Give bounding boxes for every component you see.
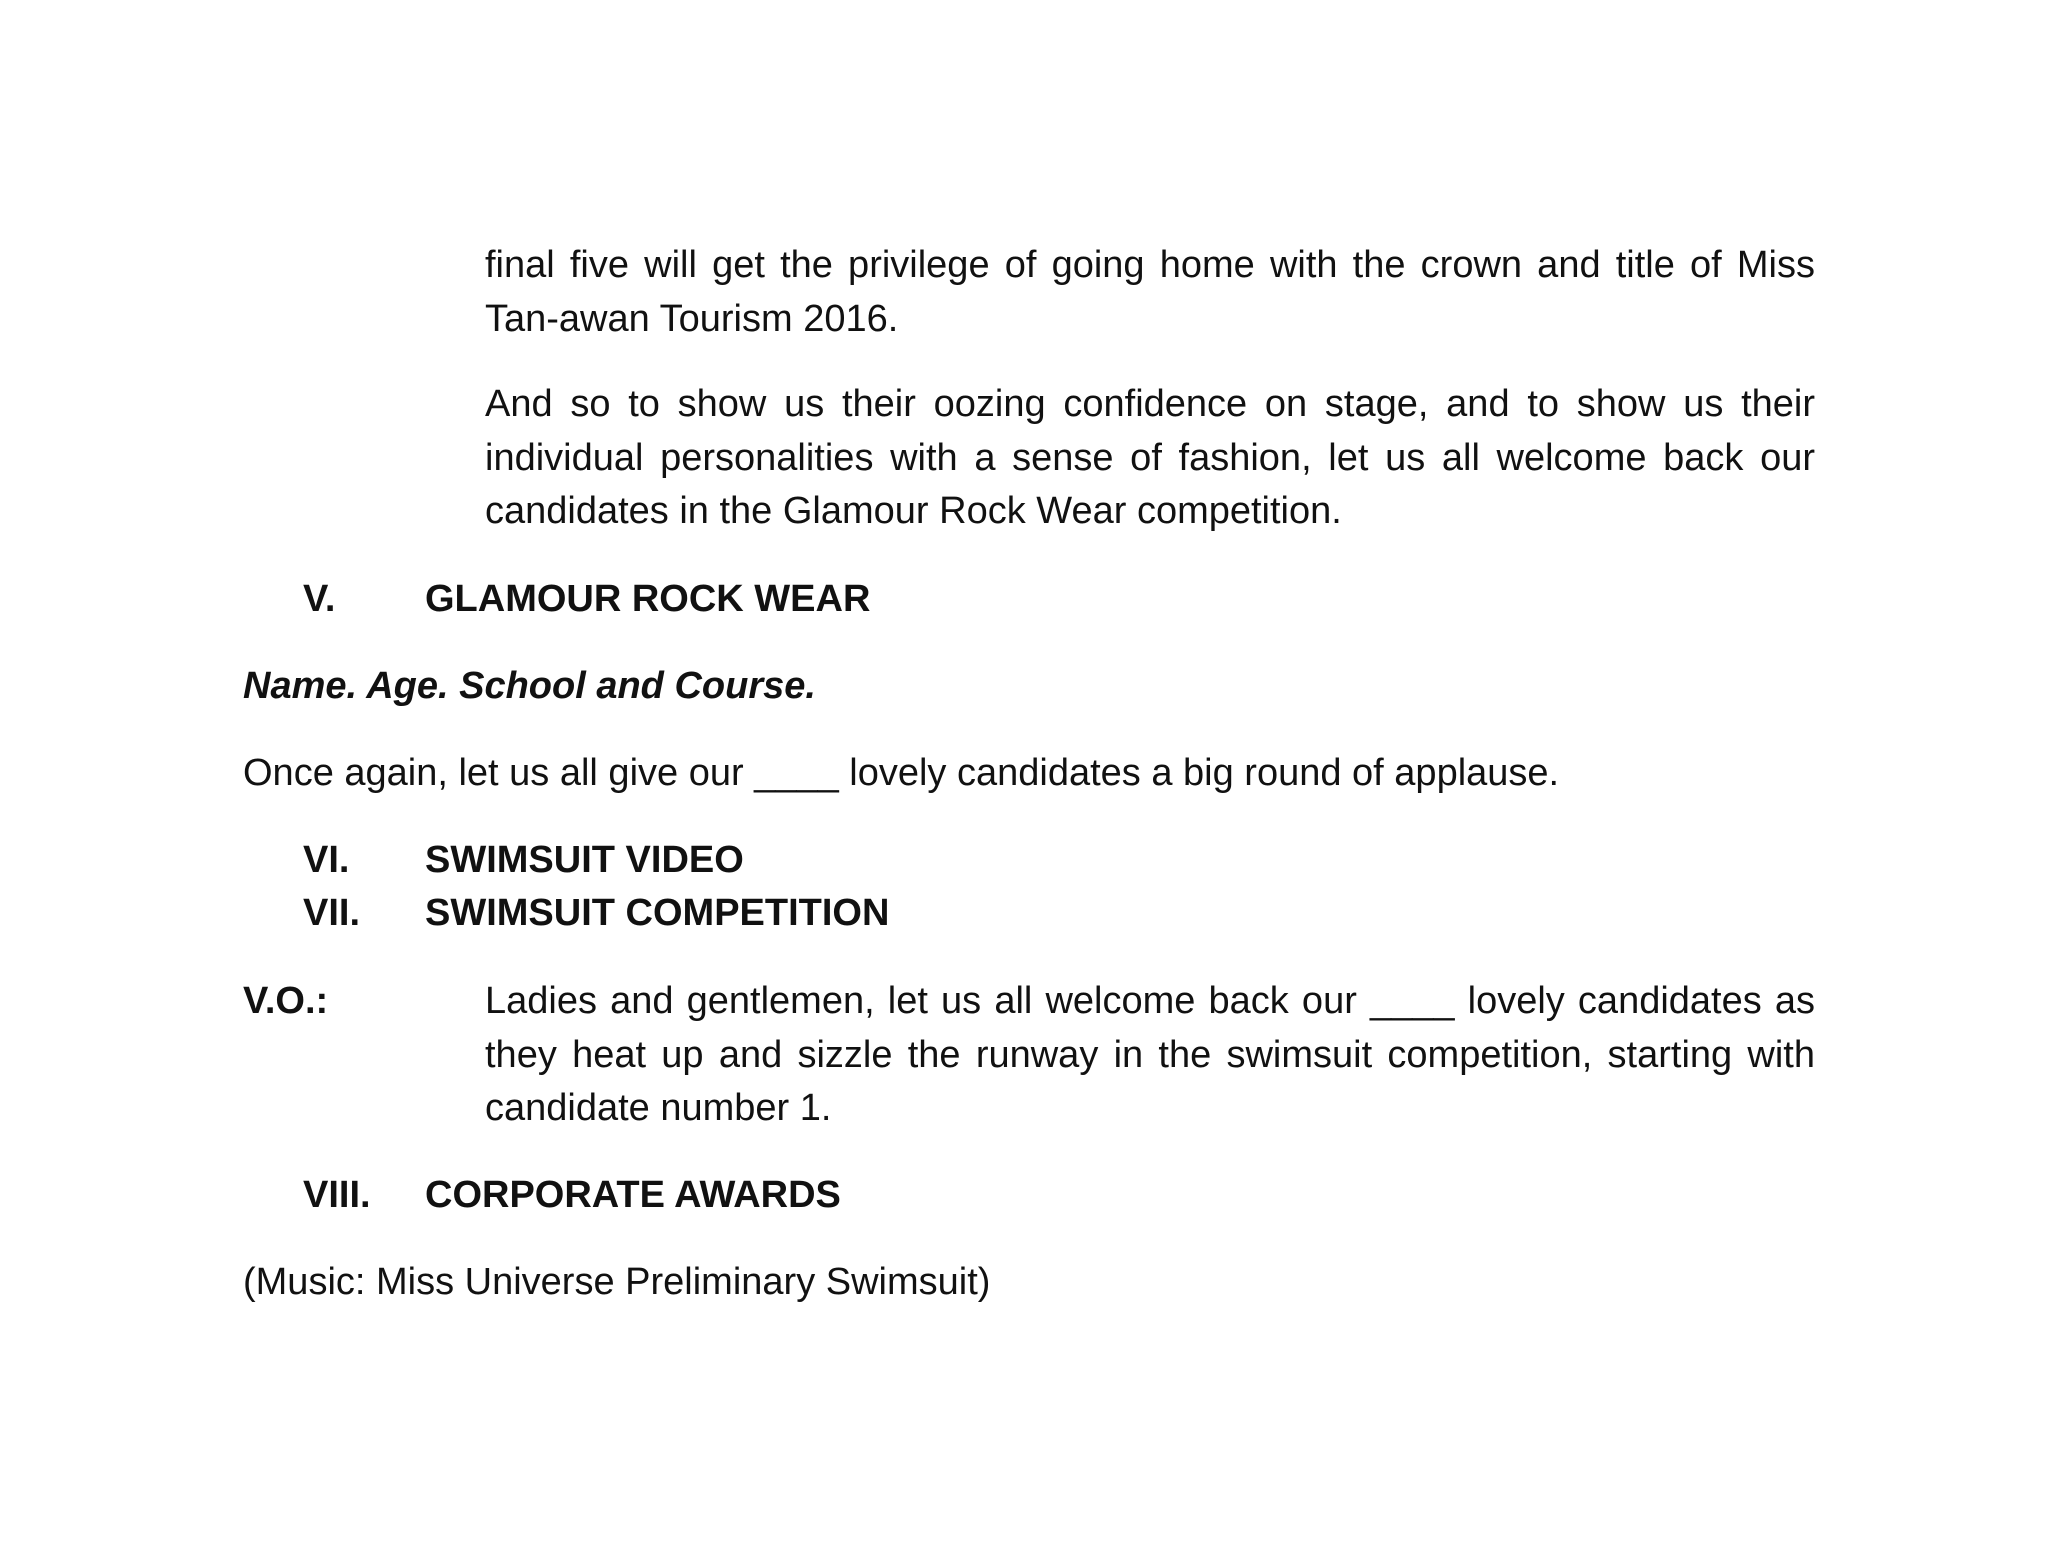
cue-name-age-school: Name. Age. School and Course. — [243, 665, 816, 707]
paragraph-glamour-intro: And so to show us their oozing confidence on stage, and to show us their individual personalities with a sense of fashion, let us all welcome back our candidates in the Glamour Rock Wear competition. — [485, 383, 1815, 532]
section-number-vi: VI. — [303, 839, 350, 881]
paragraph-final-five: final five will get the privilege of going home with the crown and title of Miss Tan-awan Tourism 2016. — [485, 244, 1815, 340]
section-title-corporate-awards: CORPORATE AWARDS — [425, 1174, 841, 1216]
section-number-v: V. — [303, 578, 336, 620]
voice-over-text: Ladies and gentlemen, let us all welcome back our ____ lovely candidates as they heat up and sizzle the runway in the swimsuit competition, starting with candidate number 1. — [485, 980, 1815, 1129]
section-title-swimsuit-video: SWIMSUIT VIDEO — [425, 839, 744, 881]
section-number-vii: VII. — [303, 892, 361, 934]
music-cue-line: (Music: Miss Universe Preliminary Swimsuit) — [243, 1261, 991, 1303]
voice-over-label: V.O.: — [243, 980, 329, 1022]
section-title-glamour-rock-wear: GLAMOUR ROCK WEAR — [425, 578, 871, 620]
section-number-viii: VIII. — [303, 1174, 371, 1216]
applause-line: Once again, let us all give our ____ lovely candidates a big round of applause. — [243, 752, 1560, 794]
section-title-swimsuit-competition: SWIMSUIT COMPETITION — [425, 892, 890, 934]
